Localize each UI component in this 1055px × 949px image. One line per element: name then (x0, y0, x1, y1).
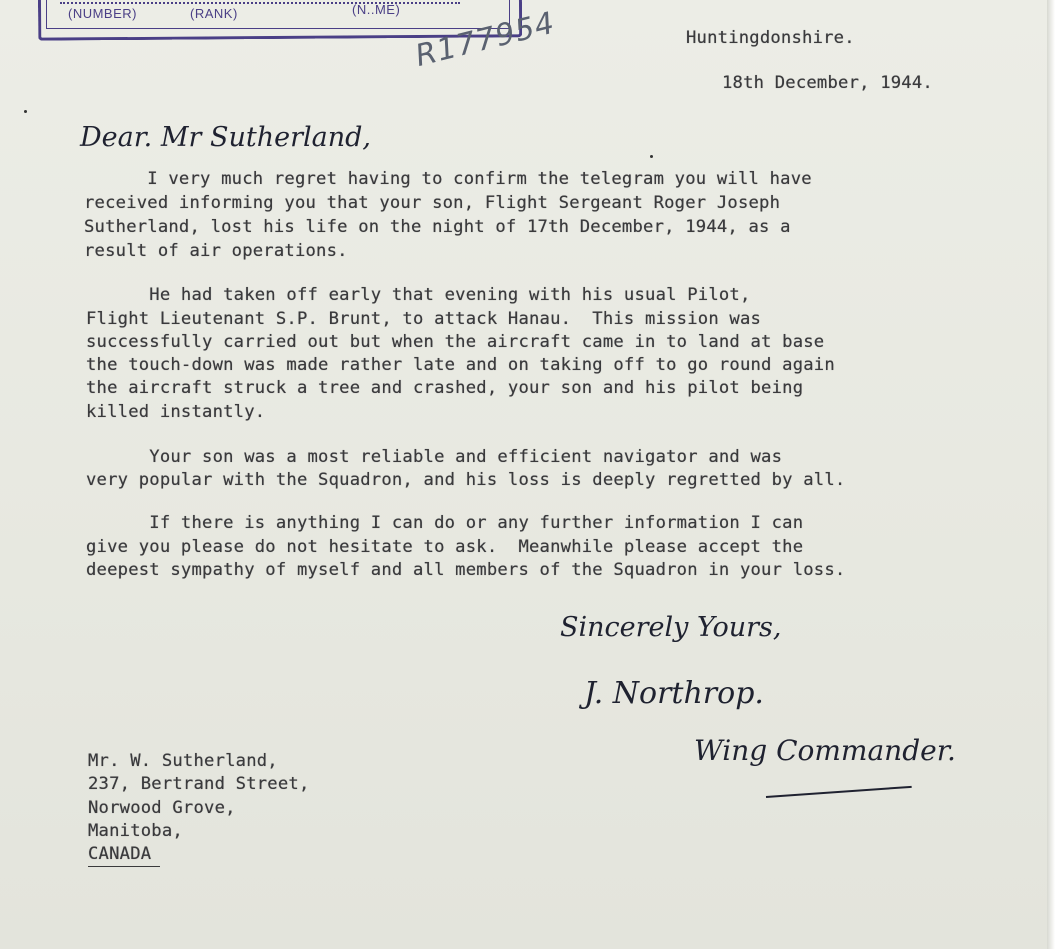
signatory-title: Wing Commander. (694, 734, 956, 767)
body-line: the touch-down was made rather late and on taking off to go round again (86, 355, 835, 375)
body-line: successfully carried out but when the aircraft came in to land at base (86, 332, 825, 352)
signature-underline (766, 786, 912, 798)
letter-place: Huntingdonshire. (686, 28, 855, 48)
address-line: Norwood Grove, (88, 798, 236, 818)
body-line: received informing you that your son, Flight Sergeant Roger Joseph (84, 193, 781, 213)
letter-date: 18th December, 1944. (722, 73, 933, 93)
stamp-rank-label: (RANK) (190, 6, 238, 21)
salutation: Dear. Mr Sutherland, (80, 122, 371, 153)
body-line: give you please do not hesitate to ask. Meanwhile please accept the (86, 537, 804, 557)
body-line: He had taken off early that evening with his usual Pilot, (86, 285, 751, 305)
address-line: 237, Bertrand Street, (88, 774, 310, 794)
signature: J. Northrop. (584, 676, 764, 711)
body-line: Flight Lieutenant S.P. Brunt, to attack Hanau. This mission was (86, 309, 762, 329)
valediction: Sincerely Yours, (560, 612, 782, 643)
body-line: killed instantly. (86, 402, 266, 422)
paper-speck (650, 155, 653, 158)
body-line: result of air operations. (84, 241, 348, 261)
address-line: CANADA (88, 844, 152, 864)
body-line: Your son was a most reliable and efficient navigator and was (86, 447, 783, 467)
country-underline (88, 866, 160, 867)
page-edge (1047, 0, 1055, 949)
body-line: deepest sympathy of myself and all members of the Squadron in your loss. (86, 560, 846, 580)
body-line: Sutherland, lost his life on the night of 17th December, 1944, as a (84, 217, 791, 237)
body-line: If there is anything I can do or any further information I can (86, 513, 804, 533)
body-line: very popular with the Squadron, and his loss is deeply regretted by all. (86, 470, 846, 490)
address-line: Manitoba, (88, 821, 183, 841)
stamp-name-label: (N..ME) (352, 2, 401, 17)
handwritten-service-number: R177954 (412, 5, 559, 74)
stamp-number-label: (NUMBER) (68, 6, 137, 21)
body-line: the aircraft struck a tree and crashed, your son and his pilot being (86, 378, 804, 398)
body-line: I very much regret having to confirm the telegram you will have (84, 169, 812, 189)
paper-speck (24, 110, 27, 113)
address-line: Mr. W. Sutherland, (88, 751, 278, 771)
